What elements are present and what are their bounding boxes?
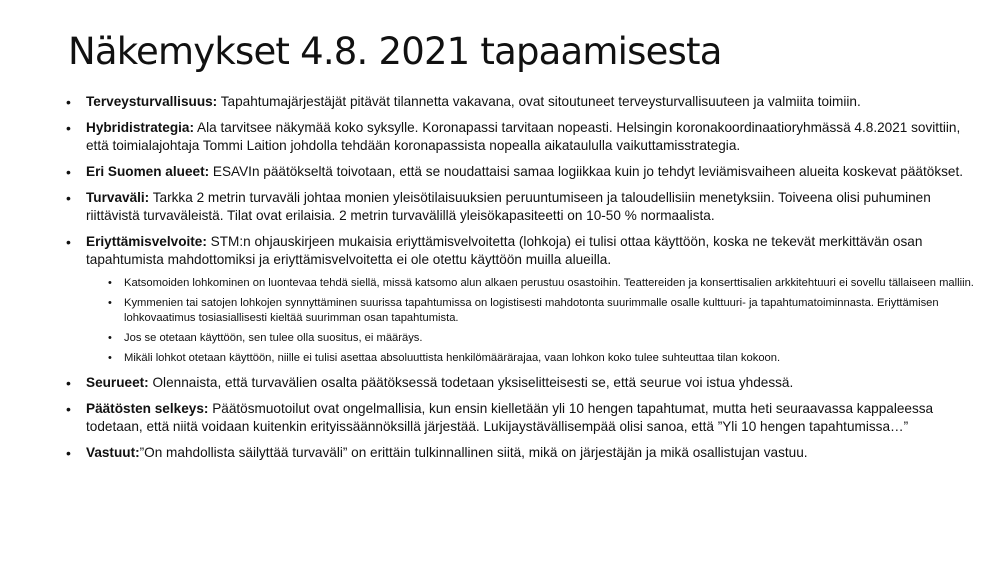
bullet-list <box>86 93 986 470</box>
bullet-text: Päätösmuotoilut ovat ongelmallisia, kun ensin kielletään yli 10 hengen tapahtumat, mutta heti seuraavassa kappaleessa todetaan, että niitä voidaan kuitenkin erityissäännöksillä järjestää. Lukijaystävällisempää olisi sanoa, että ”Yli 10 hengen tapahtumissa…” <box>86 401 934 434</box>
bullet-item-eriyttamisvelvoite <box>86 233 986 366</box>
bullet-text: Tarkka 2 metrin turvaväli johtaa monien yleisötilaisuuksien peruuntumiseen ja taloudellisiin menetyksiin. Toiveena olisi puhuminen riittävistä turvaväleistä. Tilat ovat erilaisia. 2 metrin turvavälillä yleisökapasiteetti on 10-50 % normaalista. <box>86 190 931 223</box>
bullet-text: ”On mahdollista säilyttää turvaväli” on erittäin tulkinnallinen siitä, mikä on järjestäjän ja mikä osallistujan vastuu. <box>139 445 808 460</box>
sub-bullet-item: • Kymmenien tai satojen lohkojen synnyttäminen suurissa tapahtumissa on logistisesti mahdotonta suurimmalle osalle kulttuuri- ja tapahtumatoiminnasta. Eriyttämisen lohkovaatimus tosiasiallisesti kieltää suurimman osan tapahtumista. <box>124 296 986 326</box>
bullet-text: Olennaista, että turvavälien osalta päätöksessä todetaan yksiselitteisesti se, että seurue voi istua yhdessä. <box>148 375 794 390</box>
bullet-label: Terveysturvallisuus: <box>86 94 218 109</box>
bullet-item-hybridistrategia <box>86 119 986 155</box>
bullet-item-paatosten-selkeys <box>86 400 986 436</box>
bullet-text: Ala tarvitsee näkymää koko syksylle. Koronapassi tarvitaan nopeasti. Helsingin koronakoordinaatioryhmässä 4.8.2021 sovittiin, että toimialajohtaja Tommi Laition johdolla tehdään koronapassista nopealla aikataululla vaikuttamisstrategia. <box>86 120 961 153</box>
bullet-label: Eriyttämisvelvoite: <box>86 234 207 249</box>
bullet-label: Päätösten selkeys: <box>86 401 209 416</box>
bullet-item-eri-suomen-alueet <box>86 163 986 181</box>
bullet-text: STM:n ohjauskirjeen mukaisia eriyttämisvelvoitetta (lohkoja) ei tulisi ottaa käyttöön, koska ne tekevät merkittävän osan tapahtumista mahdottomiksi ja eriyttämisvelvoitetta ei ole otettu käyttöön muilla alueilla. <box>86 234 923 267</box>
bullet-item-turvavali <box>86 189 986 225</box>
bullet-label: Seurueet: <box>86 375 149 390</box>
bullet-label: Hybridistrategia: <box>86 120 195 135</box>
sub-bullet-item: • Jos se otetaan käyttöön, sen tulee olla suositus, ei määräys. <box>124 331 986 346</box>
bullet-label: Vastuut: <box>86 445 140 460</box>
bullet-text: Tapahtumajärjestäjät pitävät tilannetta vakavana, ovat sitoutuneet terveysturvallisuuteen ja valmiita toimiin. <box>217 94 861 109</box>
sub-bullet-item: • Katsomoiden lohkominen on luontevaa tehdä siellä, missä katsomo alun alkaen perustuu osastoihin. Teattereiden ja konserttisalien arkkitehtuuri ei sovellu tällaiseen malliin. <box>124 276 986 291</box>
bullet-label: Turvaväli: <box>86 190 150 205</box>
bullet-label: Eri Suomen alueet: <box>86 164 210 179</box>
bullet-item-terveysturvallisuus <box>86 93 986 111</box>
bullet-text: ESAVIn päätökseltä toivotaan, että se noudattaisi samaa logiikkaa kuin jo tehdyt leviämisvaiheen alueita koskevat päätökset. <box>209 164 964 179</box>
bullet-item-seurueet <box>86 374 986 392</box>
slide-title: Näkemykset 4.8. 2021 tapaamisesta <box>68 30 722 73</box>
sub-bullet-list <box>86 276 986 366</box>
bullet-item-vastuut <box>86 444 986 462</box>
sub-bullet-item: • Mikäli lohkot otetaan käyttöön, niille ei tulisi asettaa absoluuttista henkilömäärärajaa, vaan lohkon koko tulee suhteuttaa tilan kokoon. <box>124 351 986 366</box>
